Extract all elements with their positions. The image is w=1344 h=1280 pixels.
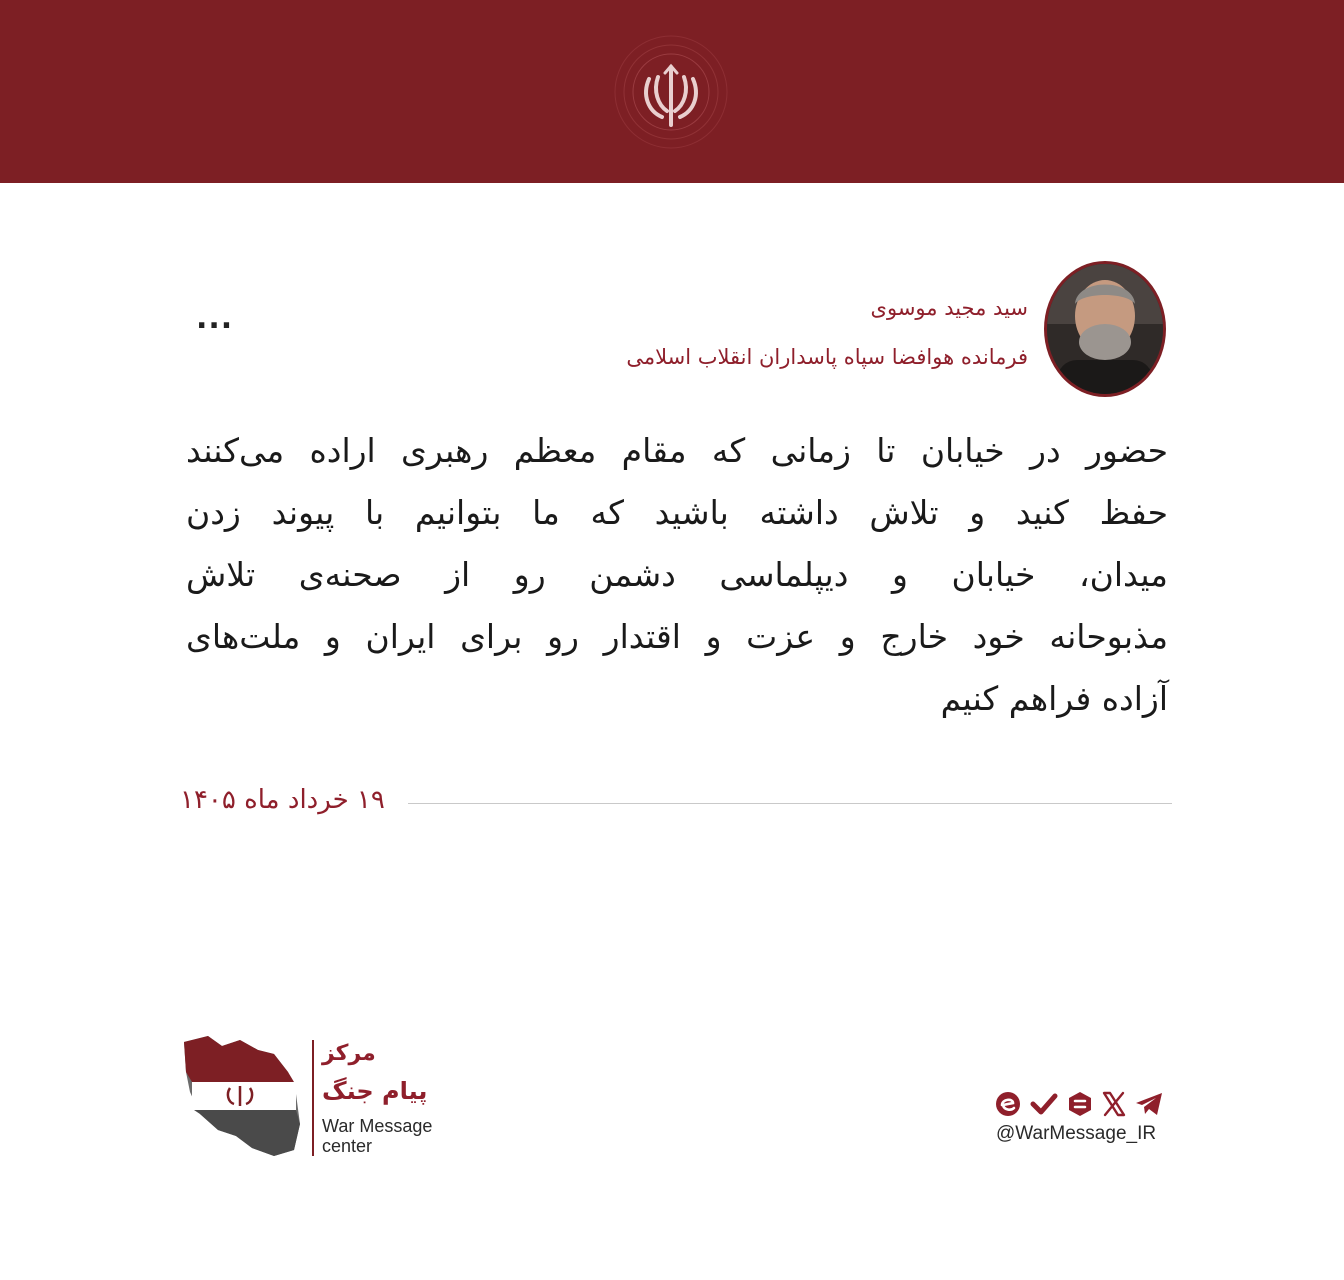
more-options-button[interactable]: ... [196, 301, 234, 336]
author-name[interactable]: سید مجید موسوی [870, 296, 1028, 320]
brand-logo [178, 1032, 458, 1162]
brand-divider [312, 1040, 314, 1156]
brand-name-fa: پیام جنگ [322, 1077, 428, 1105]
avatar [1044, 261, 1166, 397]
brand-name-en: War Message [322, 1116, 433, 1136]
date-row [180, 780, 1174, 820]
iran-map-flag-icon [178, 1032, 304, 1160]
social-links [994, 1088, 1166, 1148]
eitaa-icon[interactable] [994, 1090, 1022, 1118]
date-divider [408, 803, 1172, 804]
quote-text [186, 420, 1168, 730]
check-icon[interactable] [1030, 1090, 1058, 1118]
top-banner [0, 0, 1344, 183]
brand-name-fa: مرکز [322, 1041, 376, 1066]
telegram-icon[interactable] [1134, 1090, 1164, 1118]
author-title: فرمانده هوافضا سپاه پاسداران انقلاب اسلامی [626, 345, 1028, 369]
quote-line: میدان، خیابان و دیپلماسی دشمن رو از صحنه‌ی تلاش [186, 555, 1168, 594]
quote-line: آزاده فراهم کنیم [940, 679, 1168, 718]
x-icon[interactable] [1100, 1090, 1128, 1118]
quote-line: حفظ کنید و تلاش داشته باشید که ما بتوانیم با پیوند زدن [186, 493, 1168, 532]
iran-emblem-icon [612, 33, 730, 151]
brand-name-en: center [322, 1136, 373, 1156]
author-photo [1047, 264, 1163, 394]
post-date: ۱۹ خرداد ماه ۱۴۰۵ [180, 785, 385, 815]
social-icons [994, 1088, 1164, 1120]
rubika-icon[interactable] [1066, 1090, 1094, 1118]
social-handle[interactable]: @WarMessage_IR [996, 1123, 1157, 1144]
quote-line: حضور در خیابان تا زمانی که مقام معظم رهبری اراده می‌کنند [186, 431, 1168, 470]
quote-line: مذبوحانه خود خارج و عزت و اقتدار رو برای ایران و ملت‌های [186, 617, 1168, 656]
